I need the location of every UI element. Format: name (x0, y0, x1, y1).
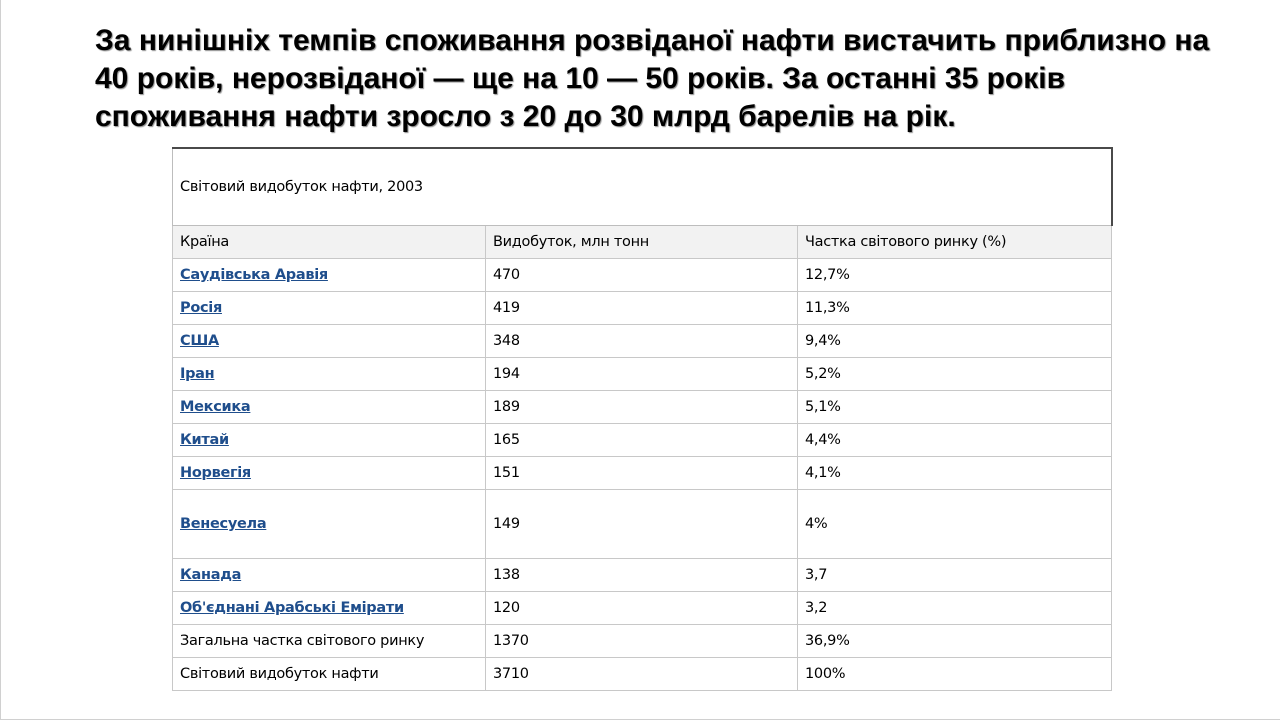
table-row (173, 559, 1112, 592)
production-cell: 149 (486, 490, 798, 559)
share-cell: 4,1% (798, 457, 1112, 490)
production-cell: 138 (486, 559, 798, 592)
production-cell: 120 (486, 592, 798, 625)
country-link[interactable]: Венесуела (180, 516, 267, 532)
production-cell: 189 (486, 391, 798, 424)
country-link[interactable]: Росія (180, 300, 222, 316)
production-cell: 151 (486, 457, 798, 490)
world-total-label: Світовий видобуток нафти (173, 658, 486, 691)
country-link[interactable]: Мексика (180, 399, 251, 415)
table-row (173, 391, 1112, 424)
table-row (173, 592, 1112, 625)
share-cell: 3,2 (798, 592, 1112, 625)
slide-heading: За нинішніх темпів споживання розвіданої нафти вистачить приблизно на 40 років, нерозвіданої — ще на 10 — 50 років. За останні 35 років споживання нафти зросло з 20 до 30 млрд барелів на рік. (95, 24, 1210, 133)
production-cell: 165 (486, 424, 798, 457)
production-cell: 194 (486, 358, 798, 391)
share-cell: 3,7 (798, 559, 1112, 592)
share-cell: 12,7% (798, 259, 1112, 292)
country-link[interactable]: Іран (180, 366, 215, 382)
share-cell: 11,3% (798, 292, 1112, 325)
share-cell: 4% (798, 490, 1112, 559)
total-share: 36,9% (798, 625, 1112, 658)
world-total-share: 100% (798, 658, 1112, 691)
share-cell: 9,4% (798, 325, 1112, 358)
production-cell: 419 (486, 292, 798, 325)
table-row (173, 490, 1112, 559)
table-row (173, 325, 1112, 358)
world-total-production: 3710 (486, 658, 798, 691)
production-cell: 348 (486, 325, 798, 358)
production-cell: 470 (486, 259, 798, 292)
table-row (173, 259, 1112, 292)
country-link[interactable]: Норвегія (180, 465, 251, 481)
country-link[interactable]: Саудівська Аравія (180, 267, 328, 283)
table-row (173, 457, 1112, 490)
total-label: Загальна частка світового ринку (173, 625, 486, 658)
column-header-country: Країна (173, 226, 486, 259)
column-header-share: Частка світового ринку (%) (798, 226, 1112, 259)
country-link[interactable]: США (180, 333, 219, 349)
table-caption: Світовий видобуток нафти, 2003 (173, 148, 1112, 226)
world-total-row (173, 658, 1112, 691)
total-row (173, 625, 1112, 658)
table-row (173, 358, 1112, 391)
share-cell: 4,4% (798, 424, 1112, 457)
share-cell: 5,2% (798, 358, 1112, 391)
table-header-row (173, 226, 1112, 259)
country-link[interactable]: Китай (180, 432, 229, 448)
total-production: 1370 (486, 625, 798, 658)
oil-production-table (172, 147, 1113, 691)
share-cell: 5,1% (798, 391, 1112, 424)
country-link[interactable]: Об'єднані Арабські Емірати (180, 600, 404, 616)
table-row (173, 292, 1112, 325)
column-header-production: Видобуток, млн тонн (486, 226, 798, 259)
country-link[interactable]: Канада (180, 567, 242, 583)
table-row (173, 424, 1112, 457)
table-caption-row (173, 148, 1112, 226)
